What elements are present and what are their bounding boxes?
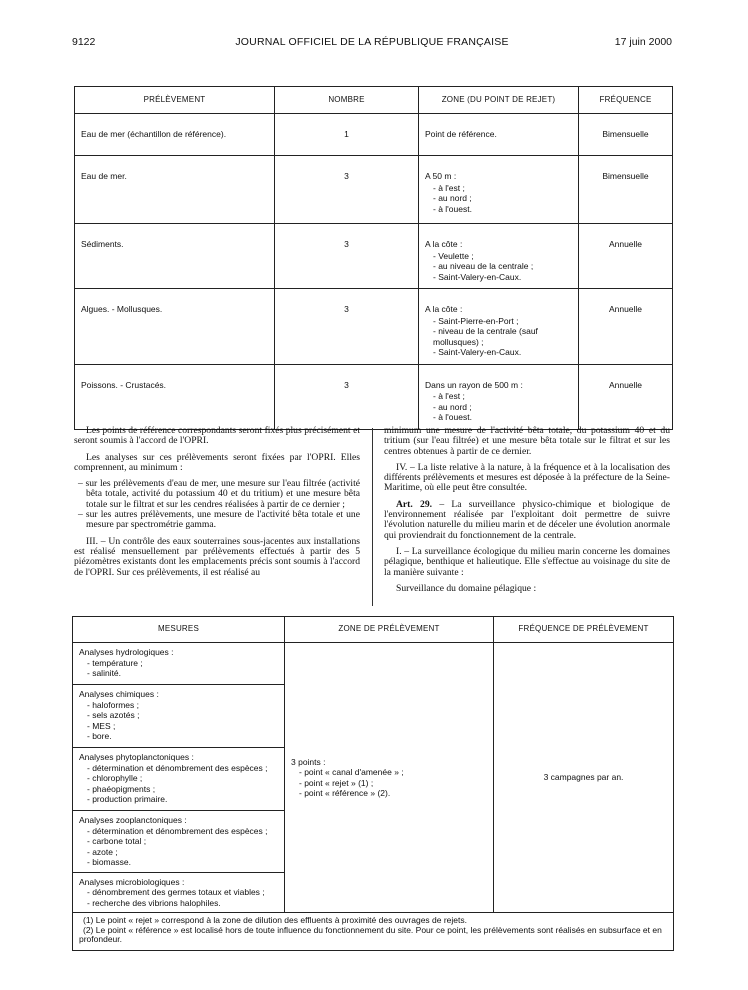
article-text: – La surveillance physico-chimique et biologique de l'environnement réalisée par l'exploitant doit permettre de suivre l'évolution naturelle du milieu marin et de déceler une évolution anormale qui proviendrait du fonctionnement de la centrale. [384,498,671,541]
table-row [73,643,674,685]
mesure-item: - MES ; [79,721,278,732]
mesure-list [79,826,278,868]
footnote: (1) Le point « rejet » correspond à la zone de dilution des effluents à proximité des ouvrages de rejets. [83,915,467,925]
zone-item: - au niveau de la centrale ; [425,261,572,272]
col-header-prelevement: PRÉLÈVEMENT [75,87,275,114]
mesure-item: - détermination et dénombrement des espèces ; [79,826,278,837]
zone-list [425,251,572,283]
text-column-left [74,426,360,584]
zone-item: - au nord ; [425,402,572,413]
zone-list [425,391,572,423]
mesure-title: Analyses hydrologiques : [79,647,174,657]
zone-list [291,767,487,799]
cell-frequence: Annuelle [579,289,673,365]
cell-zone [419,289,579,365]
cell-nombre: 1 [275,114,419,156]
zone-title: A 50 m : [425,171,457,181]
paragraph: Surveillance du domaine pélagique : [396,582,537,594]
zone-item: - à l'ouest. [425,204,572,215]
paragraph: IV. – La liste relative à la nature, à la fréquence et à la localisation des différents prélèvements et mesures est déposée à la préfecture de la Seine-Maritime, où elle peut être consultée. [384,461,670,494]
mesure-title: Analyses microbiologiques : [79,876,185,887]
mesure-list [79,700,278,742]
mesure-item: - sels azotés ; [79,710,278,721]
cell-prelevement: Eau de mer (échantillon de référence). [75,114,275,156]
cell-nombre: 3 [275,364,419,429]
zone-item: - point « canal d'amenée » ; [291,767,487,778]
col-header-nombre: NOMBRE [275,87,419,114]
mesure-item: - carbone total ; [79,836,278,847]
col-header-frequence-prelevement: FRÉQUENCE DE PRÉLÈVEMENT [494,617,674,643]
mesure-item: - chlorophylle ; [79,773,278,784]
sampling-table-header-row [75,87,673,114]
mesure-item: - salinité. [79,668,278,679]
cell-mesure [73,685,285,748]
mesure-item: - température ; [79,658,278,669]
col-header-zone-prelevement: ZONE DE PRÉLÈVEMENT [285,617,494,643]
cell-frequence: Bimensuelle [579,156,673,224]
cell-mesure [73,643,285,685]
cell-nombre: 3 [275,156,419,224]
cell-prelevement: Poissons. - Crustacés. [75,364,275,429]
article-paragraph [384,500,670,541]
table-row [75,289,673,365]
zone-item: - Saint-Pierre-en-Port ; [425,316,572,327]
pelagic-survey-table [72,616,674,951]
cell-frequence: Annuelle [579,364,673,429]
footnotes-row [73,913,674,951]
mesure-item: - dénombrement des germes totaux et viables ; [79,887,278,898]
cell-frequence-prelevement: 3 campagnes par an. [494,643,674,913]
mesure-item: - phaéopigments ; [79,784,278,795]
mesure-item: - biomasse. [79,857,278,868]
cell-zone [419,156,579,224]
text-column-right [384,426,670,600]
zone-item: - à l'est ; [425,183,572,194]
column-divider [372,428,373,606]
zone-item: - point « référence » (2). [291,788,487,799]
cell-nombre: 3 [275,224,419,289]
col-header-frequence: FRÉQUENCE [579,87,673,114]
bullet-item: – sur les prélèvements d'eau de mer, une mesure sur l'eau filtrée (activité bêta totale, activité du potassium 40 et du tritium) et une mesure bêta totale sur le filtrat et sur les cendres réalisées à partir de ce dernier ; [74,479,360,510]
footnotes [73,913,674,951]
cell-prelevement: Sédiments. [75,224,275,289]
cell-frequence: Annuelle [579,224,673,289]
cell-zone-prelevement [285,643,494,913]
survey-table-header-row [73,617,674,643]
mesure-title: Analyses chimiques : [79,689,159,699]
zone-item: - point « rejet » (1) ; [291,778,487,789]
zone-item: - à l'est ; [425,391,572,402]
paragraph: minimum une mesure de l'activité bêta totale, du potassium 40 et du tritium (sur l'eau filtrée) et une mesure bêta totale sur le filtrat et sur les centres obtenues à partir de ce dernier. [384,425,670,457]
cell-zone [419,364,579,429]
zone-title: A la côte : [425,304,463,314]
col-header-mesures: MESURES [73,617,285,643]
mesure-item: - haloformes ; [79,700,278,711]
bullet-item: – sur les autres prélèvements, une mesure de l'activité bêta totale et une mesure par spectrométrie gamma. [74,510,360,531]
article-number: Art. 29. [396,498,433,510]
page-header [72,36,672,52]
zone-item: - Saint-Valery-en-Caux. [425,272,572,283]
col-header-zone: ZONE (DU POINT DE REJET) [419,87,579,114]
cell-mesure [73,811,285,873]
page-number: 9122 [72,36,96,48]
mesure-item: - azote ; [79,847,278,858]
cell-zone [419,114,579,156]
cell-nombre: 3 [275,289,419,365]
cell-mesure [73,872,285,913]
zone-item: - à l'ouest. [425,412,572,423]
paragraph: Les analyses sur ces prélèvements seront fixées par l'OPRI. Elles comprennent, au minimum : [74,451,360,473]
table-row [75,364,673,429]
mesure-list [79,658,278,679]
paragraph: III. – Un contrôle des eaux souterraines sous-jacentes aux installations est réalisé mensuellement par prélèvements effectués à partir des 5 piézomètres existants dont les emplacements précis sont soumis à l'accord de l'OPRI. Sur ces prélèvements, il est réalisé au [74,535,360,578]
mesure-item: - bore. [79,731,278,742]
zone-item: - niveau de la centrale (sauf mollusques) ; [425,326,572,347]
zone-item: - au nord ; [425,193,572,204]
mesure-item: - production primaire. [79,794,278,805]
table-row [75,114,673,156]
mesure-title: Analyses phytoplanctoniques : [79,752,194,762]
sampling-table [74,86,673,430]
bullet-list [74,479,360,530]
cell-frequence: Bimensuelle [579,114,673,156]
zone-title: A la côte : [425,239,463,249]
cell-zone [419,224,579,289]
mesure-item: - recherche des vibrions halophiles. [79,898,278,909]
zone-list [425,183,572,215]
paragraph: I. – La surveillance écologique du milieu marin concerne les domaines pélagique, benthique et halieutique. Elle s'effectue au voisinage du site de la manière suivante : [384,545,670,578]
paragraph: Les points de référence correspondants seront fixés plus précisément et seront soumis à l'accord de l'OPRI. [74,425,360,447]
footnote: (2) Le point « référence » est localisé hors de toute influence du fonctionnement du site. Pour ce point, les prélèvements sont réalisés en subsurface et en profondeur. [79,924,662,945]
zone-list [425,316,572,358]
mesure-item: - détermination et dénombrement des espèces ; [79,763,278,774]
zone-title: Point de référence. [425,129,497,139]
cell-prelevement: Eau de mer. [75,156,275,224]
cell-prelevement: Algues. - Mollusques. [75,289,275,365]
table-row [75,224,673,289]
zone-title: 3 points : [291,756,326,767]
zone-item: - Veulette ; [425,251,572,262]
table-row [75,156,673,224]
zone-title: Dans un rayon de 500 m : [425,379,523,390]
mesure-list [79,763,278,805]
publication-date: 17 juin 2000 [614,36,672,48]
cell-mesure [73,748,285,811]
zone-item: - Saint-Valery-en-Caux. [425,347,572,358]
body-text [74,426,672,608]
mesure-title: Analyses zooplanctoniques : [79,815,187,825]
journal-title: JOURNAL OFFICIEL DE LA RÉPUBLIQUE FRANÇAISE [235,36,509,48]
mesure-list [79,887,278,908]
